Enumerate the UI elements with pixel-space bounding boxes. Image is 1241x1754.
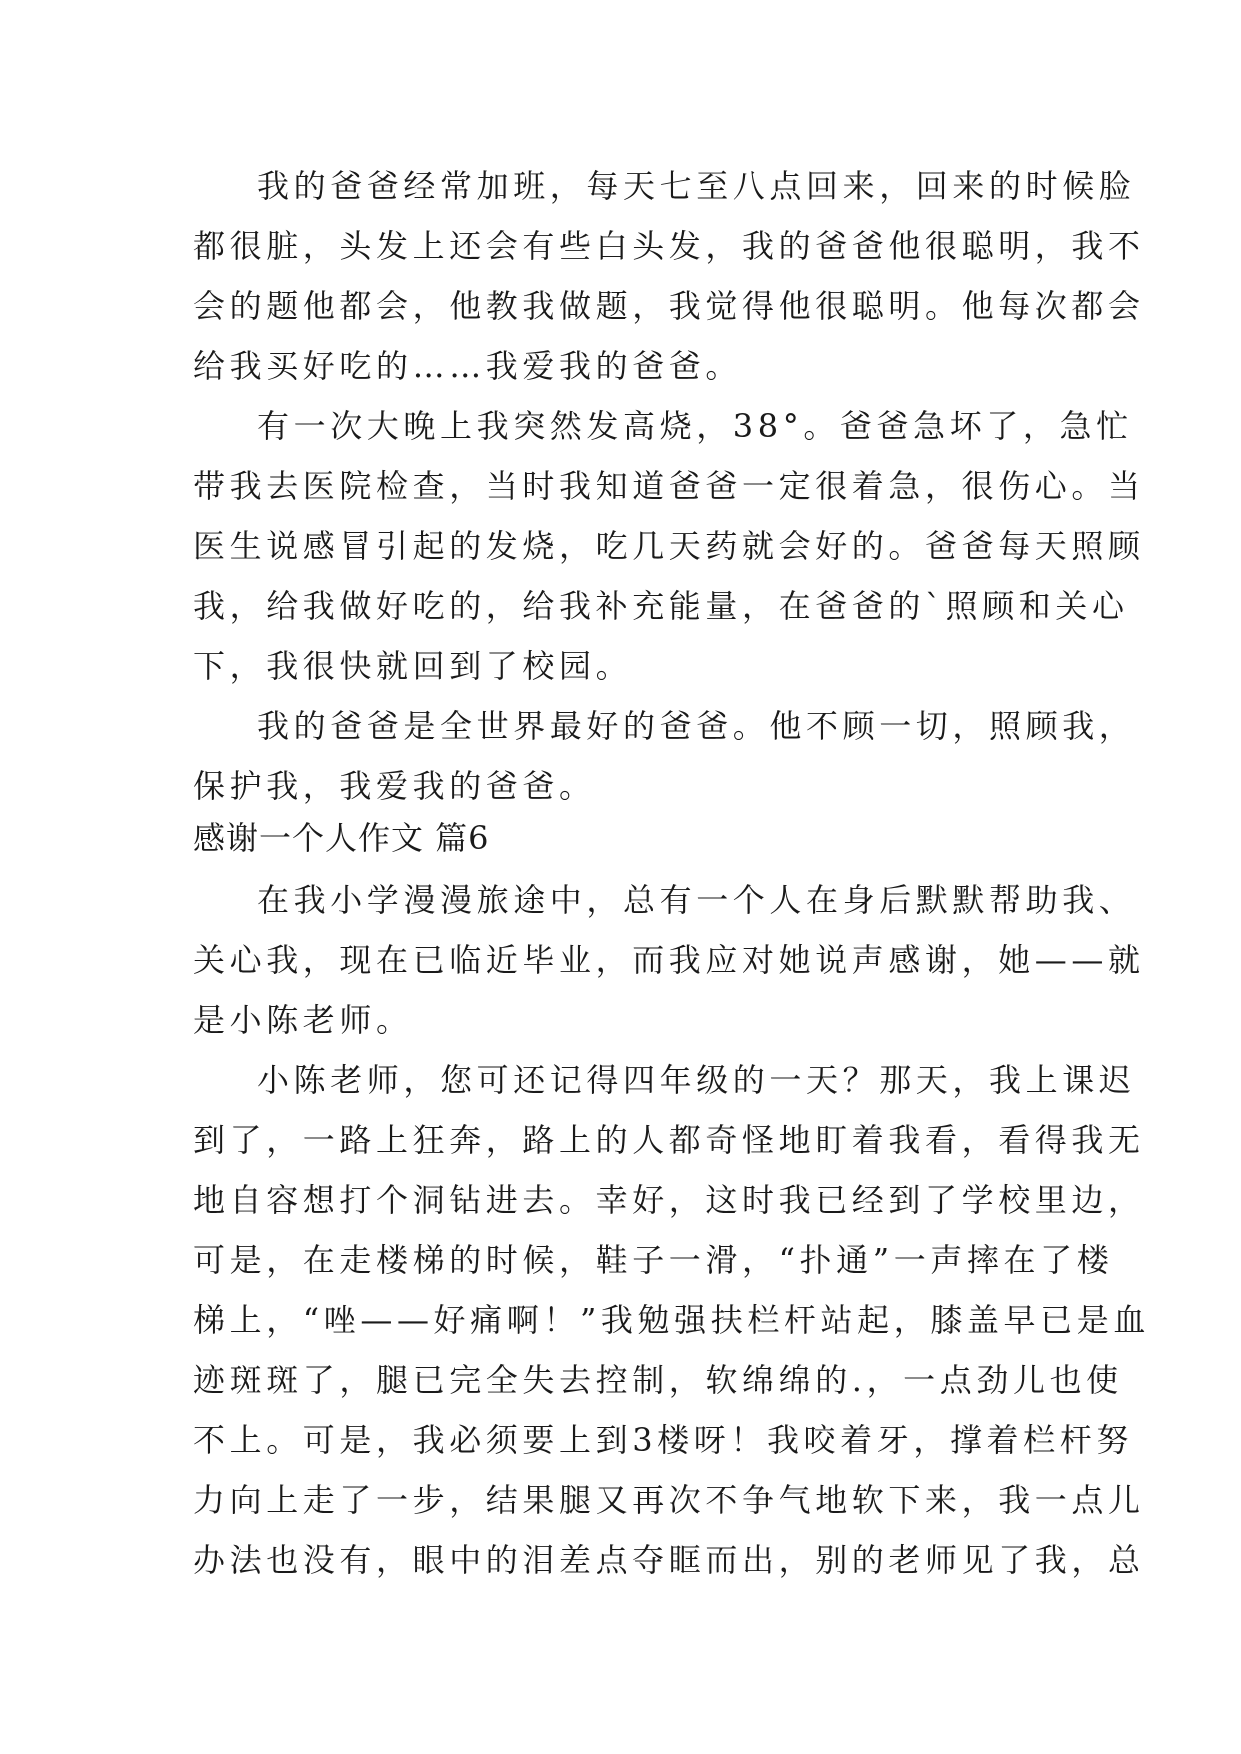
paragraph-line: 保护我，我爱我的爸爸。 [193, 767, 596, 805]
paragraph-line: 有一次大晚上我突然发高烧，38°。爸爸急坏了，急忙 [257, 407, 1133, 445]
paragraph-line: 都很脏，头发上还会有些白头发，我的爸爸他很聪明，我不 [193, 227, 1145, 265]
paragraph-line: 关心我，现在已临近毕业，而我应对她说声感谢，她——就 [193, 941, 1145, 979]
paragraph-line: 我的爸爸经常加班，每天七至八点回来，回来的时候脸 [257, 167, 1136, 205]
paragraph-line: 医生说感冒引起的发烧，吃几天药就会好的。爸爸每天照顾 [193, 527, 1145, 565]
paragraph-line: 我的爸爸是全世界最好的爸爸。他不顾一切，照顾我， [257, 707, 1136, 745]
paragraph-line: 会的题他都会，他教我做题，我觉得他很聪明。他每次都会 [193, 287, 1145, 325]
paragraph-line: 不上。可是，我必须要上到3楼呀！我咬着牙，撑着栏杆努 [193, 1421, 1133, 1459]
paragraph-line: 是小陈老师。 [193, 1001, 413, 1039]
paragraph-line: 下，我很快就回到了校园。 [193, 647, 633, 685]
paragraph-line: 地自容想打个洞钻进去。幸好，这时我已经到了学校里边， [193, 1181, 1145, 1219]
paragraph-line: 带我去医院检查，当时我知道爸爸一定很着急，很伤心。当 [193, 467, 1145, 505]
paragraph-line: 给我买好吃的……我爱我的爸爸。 [193, 347, 743, 385]
paragraph-line: 梯上，“唑——好痛啊！”我勉强扶栏杆站起，膝盖早已是血 [193, 1301, 1150, 1339]
paragraph-line: 到了，一路上狂奔，路上的人都奇怪地盯着我看，看得我无 [193, 1121, 1145, 1159]
paragraph-line: 我，给我做好吃的，给我补充能量，在爸爸的`照顾和关心 [193, 587, 1129, 625]
paragraph-line: 在我小学漫漫旅途中，总有一个人在身后默默帮助我、 [257, 881, 1136, 919]
paragraph-line: 小陈老师，您可还记得四年级的一天？那天，我上课迟 [257, 1061, 1136, 1099]
section-heading: 感谢一个人作文 篇6 [193, 819, 490, 857]
paragraph-line: 迹斑斑了，腿已完全失去控制，软绵绵的.，一点劲儿也使 [193, 1361, 1123, 1399]
paragraph-line: 办法也没有，眼中的泪差点夺眶而出，别的老师见了我，总 [193, 1541, 1145, 1579]
paragraph-line: 可是，在走楼梯的时候，鞋子一滑，“扑通”一声摔在了楼 [193, 1241, 1114, 1279]
paragraph-line: 力向上走了一步，结果腿又再次不争气地软下来，我一点儿 [193, 1481, 1145, 1519]
